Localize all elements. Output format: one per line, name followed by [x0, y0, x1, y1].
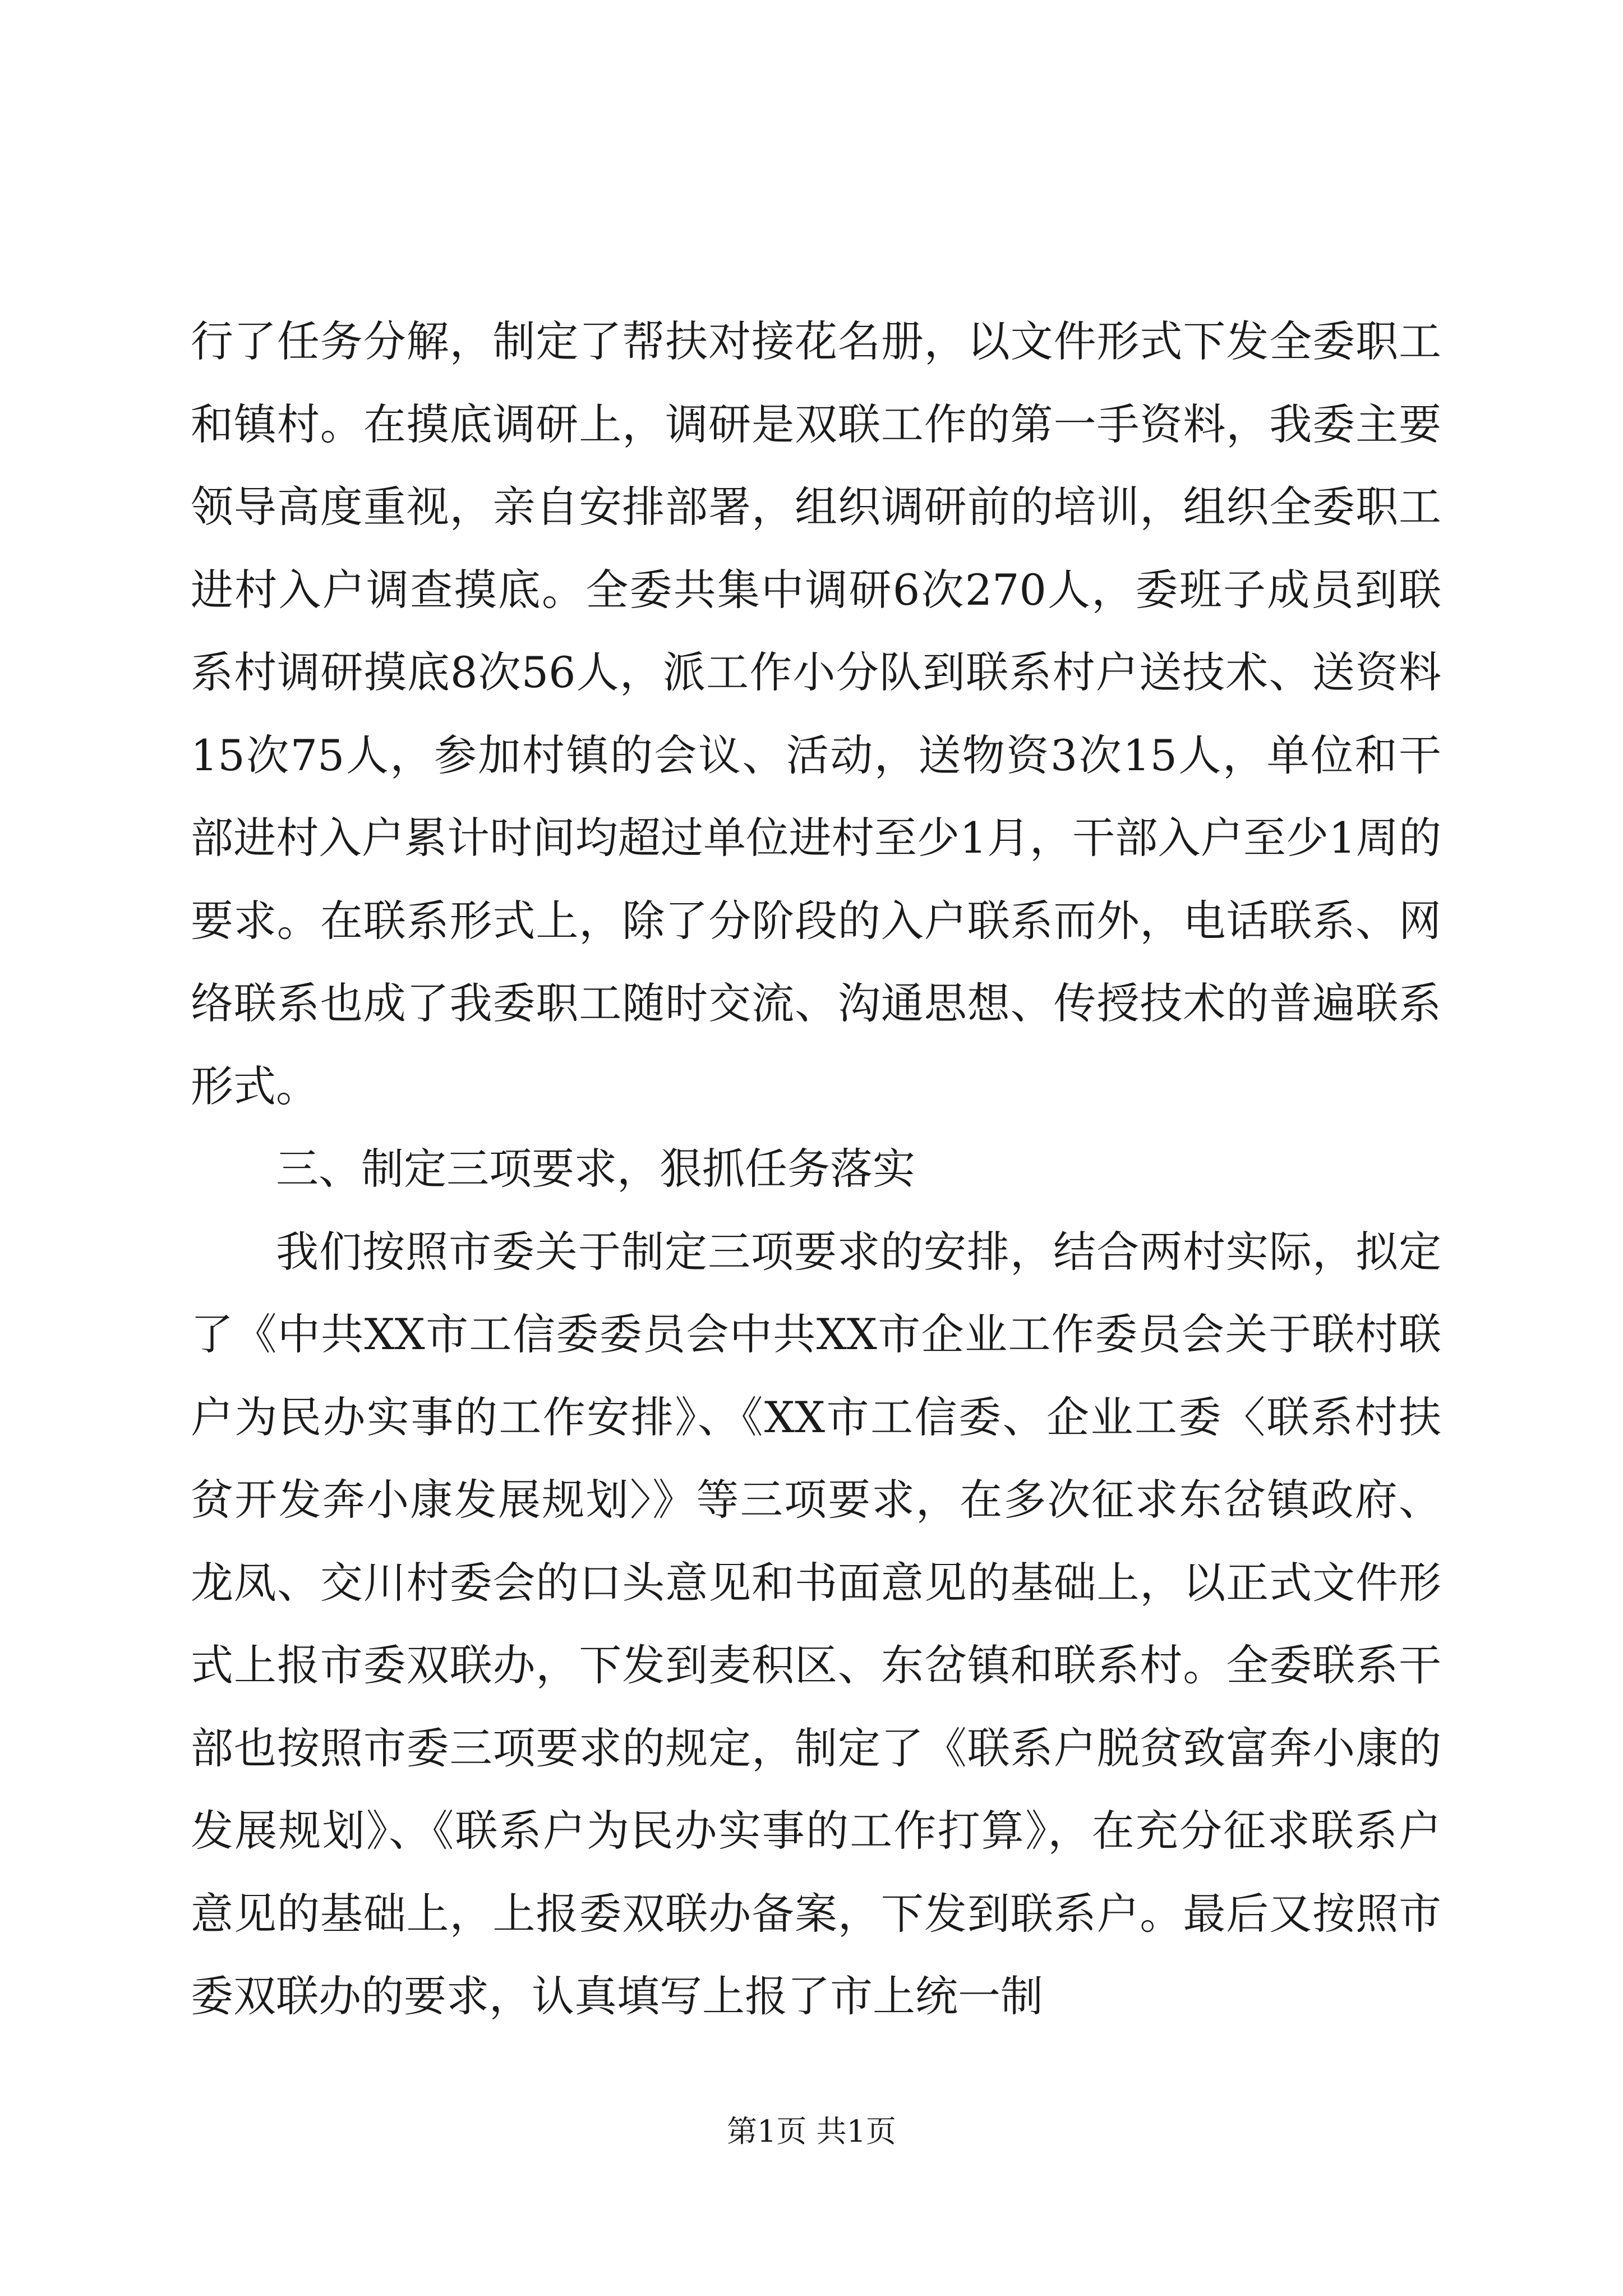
- paragraph-continuation: 行了任务分解，制定了帮扶对接花名册，以文件形式下发全委职工和镇村。在摸底调研上，调研是双联工作的第一手资料，我委主要领导高度重视，亲自安排部署，组织调研前的培训，组织全委职工进村入户调查摸底。全委共集中调研6次270人，委班子成员到联系村调研摸底8次56人，派工作小分队到联系村户送技术、送资料15次75人，参加村镇的会议、活动，送物资3次15人，单位和干部进村入户累计时间均超过单位进村至少1月，干部入户至少1周的要求。在联系形式上，除了分阶段的入户联系而外，电话联系、网络联系也成了我委职工随时交流、沟通思想、传授技术的普遍联系形式。: [191, 316, 1441, 1111]
- page-footer: [0, 2112, 1623, 2151]
- paragraph-body: 我们按照市委关于制定三项要求的安排，结合两村实际，拟定了《中共XX市工信委委员会中共XX市企业工作委员会关于联村联户为民办实事的工作安排》、《XX市工信委、企业工委〈联系村扶贫开发奔小康发展规划〉》等三项要求，在多次征求东岔镇政府、龙凤、交川村委会的口头意见和书面意见的基础上，以正式文件形式上报市委双联办，下发到麦积区、东岔镇和联系村。全委联系干部也按照市委三项要求的规定，制定了《联系户脱贫致富奔小康的发展规划》、《联系户为民办实事的工作打算》，在充分征求联系户意见的基础上，上报委双联办备案，下发到联系户。最后又按照市委双联办的要求，认真填写上报了市上统一制: [191, 1226, 1441, 2021]
- document-body: [191, 300, 1441, 2038]
- section-heading: 三、制定三项要求，狠抓任务落实: [276, 1144, 915, 1194]
- page-number: 第1页 共1页: [727, 2114, 896, 2149]
